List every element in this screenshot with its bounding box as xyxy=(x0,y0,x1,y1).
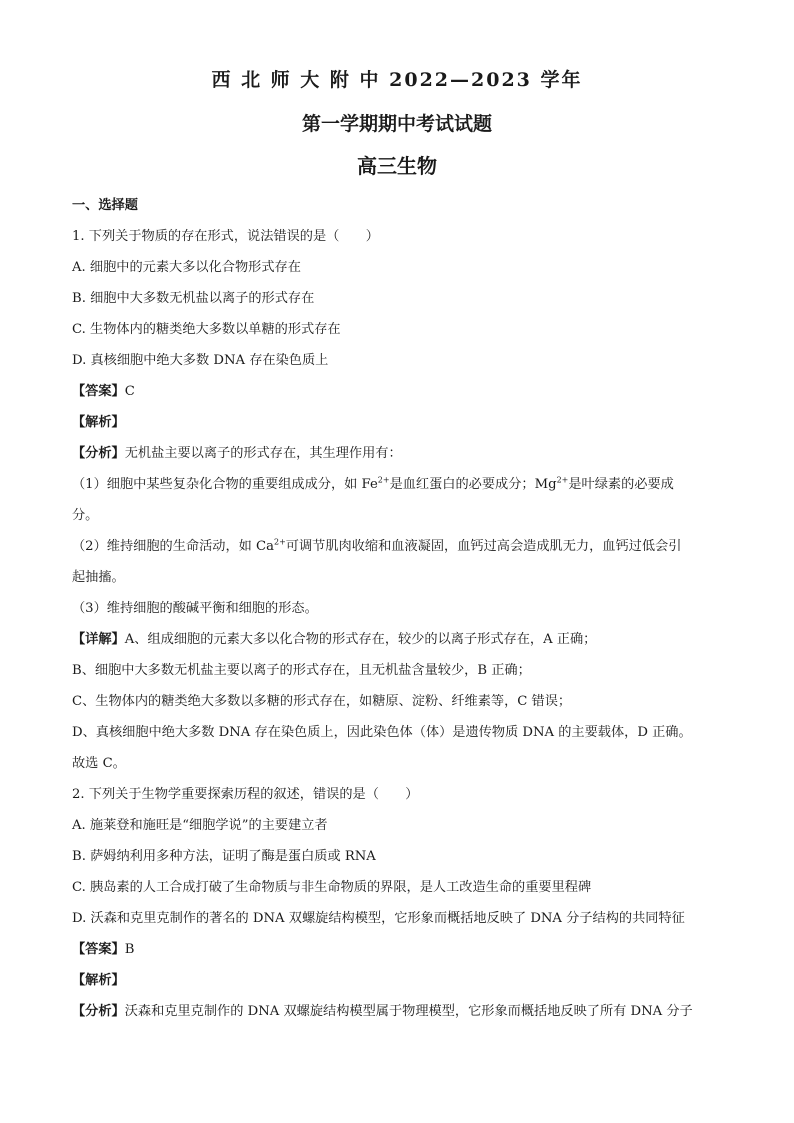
q1-detail-c: C、生物体内的糖类绝大多数以多糖的形式存在，如糖原、淀粉、纤维素等，C 错误； xyxy=(72,694,572,709)
q1-point-3: （3）维持细胞的酸碱平衡和细胞的形态。 xyxy=(72,601,318,616)
q1-fenxi xyxy=(72,438,722,469)
q1-option-d: D. 真核细胞中绝大多数 DNA 存在染色质上 xyxy=(72,353,329,368)
q1-detail-a xyxy=(72,624,722,655)
point1-sup-fe: 2+ xyxy=(377,475,390,485)
point1-text-c: 是叶绿素的必要成 xyxy=(568,477,674,492)
exam-title-subject: 高三生物 xyxy=(357,154,437,178)
fenxi-tag: 【分析】 xyxy=(72,1004,125,1019)
exam-body xyxy=(72,190,722,1027)
q1-point-1 xyxy=(72,469,722,500)
point2-text-a: （2）维持细胞的生命活动，如 Ca xyxy=(72,539,274,554)
xiangjie-tag: 【详解】 xyxy=(72,632,125,647)
point1-sup-mg: 2+ xyxy=(556,475,569,485)
answer-value: B xyxy=(124,942,135,957)
q2-option-a: A. 施莱登和施旺是“细胞学说”的主要建立者 xyxy=(72,818,328,833)
q1-point-2 xyxy=(72,531,722,562)
fenxi-tag: 【分析】 xyxy=(72,446,125,461)
q1-point-1-cont: 分。 xyxy=(72,508,99,523)
q2-stem: 2. 下列关于生物学重要探索历程的叙述，错误的是（ ） xyxy=(72,787,419,802)
detail-a-text: A、组成细胞的元素大多以化合物的形式存在，较少的以离子形式存在，A 正确； xyxy=(124,632,597,647)
q1-analysis-tag: 【解析】 xyxy=(72,415,125,430)
q2-option-c: C. 胰岛素的人工合成打破了生命物质与非生命物质的界限，是人工改造生命的重要里程碑 xyxy=(72,880,592,895)
q1-conclusion: 故选 C。 xyxy=(72,756,126,771)
q2-option-b: B. 萨姆纳利用多种方法，证明了酶是蛋白质或 RNA xyxy=(72,849,376,864)
q2-answer xyxy=(72,934,722,965)
point2-text-b: 可调节肌肉收缩和血液凝固，血钙过高会造成肌无力，血钙过低会引 xyxy=(285,539,682,554)
point1-text-b: 是血红蛋白的必要成分；Mg xyxy=(389,477,557,492)
q1-option-a: A. 细胞中的元素大多以化合物形式存在 xyxy=(72,260,301,275)
exam-title-term: 第一学期期中考试试题 xyxy=(301,113,492,135)
q2-analysis-tag: 【解析】 xyxy=(72,973,125,988)
q1-answer xyxy=(72,376,722,407)
q1-detail-b: B、细胞中大多数无机盐主要以离子的形式存在，且无机盐含量较少，B 正确； xyxy=(72,663,531,678)
point2-sup-ca: 2+ xyxy=(273,537,286,547)
q2-option-d: D. 沃森和克里克制作的著名的 DNA 双螺旋结构模型，它形象而概括地反映了 DNA 分子结构的共同特征 xyxy=(72,911,685,926)
answer-tag: 【答案】 xyxy=(72,384,125,399)
point1-text-a: （1）细胞中某些复杂化合物的重要组成成分，如 Fe xyxy=(72,477,378,492)
q1-point-2-cont: 起抽搐。 xyxy=(72,570,125,585)
q1-option-c: C. 生物体内的糖类绝大多数以单糖的形式存在 xyxy=(72,322,341,337)
exam-title-school-year: 西 北 师 大 附 中 2022—2023 学年 xyxy=(211,69,583,91)
q1-detail-d: D、真核细胞中绝大多数 DNA 存在染色质上，因此染色体（体）是遗传物质 DNA 的主要载体，D 正确。 xyxy=(72,725,692,740)
section-heading: 一、选择题 xyxy=(72,198,138,213)
q2-fenxi xyxy=(72,996,722,1027)
answer-tag: 【答案】 xyxy=(72,942,125,957)
answer-value: C xyxy=(124,384,135,399)
fenxi-text: 沃森和克里克制作的 DNA 双螺旋结构模型属于物理模型，它形象而概括地反映了所有 DNA 分子 xyxy=(124,1004,693,1019)
q1-option-b: B. 细胞中大多数无机盐以离子的形式存在 xyxy=(72,291,315,306)
fenxi-text: 无机盐主要以离子的形式存在，其生理作用有： xyxy=(124,446,402,461)
q1-stem: 1. 下列关于物质的存在形式，说法错误的是（ ） xyxy=(72,229,379,244)
